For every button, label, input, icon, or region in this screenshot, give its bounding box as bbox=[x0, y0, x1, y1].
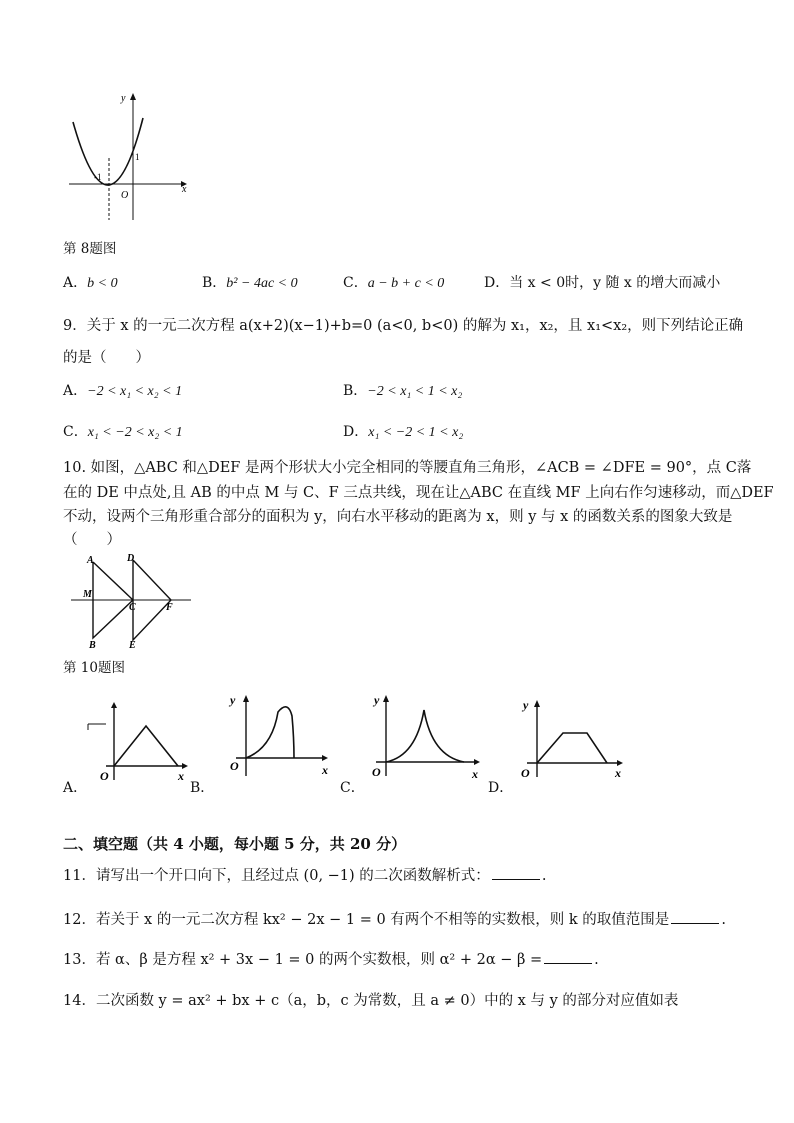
q8-x-label: x bbox=[182, 184, 187, 195]
q10-graph-b-label: B． bbox=[190, 780, 215, 796]
q9-option-d-text: x₁ < −2 < 1 < x₂ bbox=[368, 425, 464, 440]
q10-graph-d-label: D． bbox=[488, 780, 514, 796]
q8-tick-neg1: -1 bbox=[94, 172, 102, 182]
section2-title: 二、填空题（共 4 小题，每小题 5 分，共 20 分） bbox=[63, 835, 407, 853]
q10-graph-a-label: A． bbox=[63, 780, 88, 796]
q8-figure-caption: 第 8题图 bbox=[63, 241, 117, 257]
q10-graph-c-o: O bbox=[372, 765, 381, 779]
q8-option-b-text: b² − 4ac < 0 bbox=[226, 276, 298, 291]
q8-option-d bbox=[484, 272, 720, 292]
q10-stem-line3: 不动，设两个三角形重合部分的面积为 y，向右水平移动的距离为 x，则 y 与 x 的函数关系的图象大致是 bbox=[63, 509, 733, 525]
q10-label-e: E bbox=[129, 640, 136, 651]
q12-text: 12．若关于 x 的一元二次方程 kx² − 2x − 1 = 0 有两个不相等的实数根，则 k 的取值范围是 bbox=[63, 912, 670, 928]
q10-graph-d-x: x bbox=[615, 766, 621, 780]
q10-label-d: D bbox=[127, 553, 135, 564]
q9-option-d bbox=[343, 421, 463, 441]
q10-label-m: M bbox=[83, 589, 92, 600]
q11-text: 11．请写出一个开口向下，且经过点 (0, −1) 的二次函数解析式： bbox=[63, 868, 490, 884]
q8-option-a-text: b < 0 bbox=[87, 276, 118, 291]
q9-option-c-text: x₁ < −2 < x₂ < 1 bbox=[87, 425, 183, 440]
q8-option-b-label: B． bbox=[202, 275, 227, 291]
q10-stem-line4: （ ） bbox=[63, 532, 121, 548]
q10-graph-b-y: y bbox=[230, 693, 236, 707]
q10-graph-d-o: O bbox=[521, 766, 530, 780]
q10-graph-c bbox=[368, 690, 483, 780]
q10-graph-a-o: O bbox=[100, 769, 109, 783]
q10-graph-b bbox=[222, 690, 337, 780]
q11-answer-blank[interactable] bbox=[492, 879, 540, 880]
q10-label-a: A bbox=[87, 555, 94, 566]
q8-option-b bbox=[202, 272, 298, 292]
q8-option-c-label: C． bbox=[343, 275, 368, 291]
q13-answer-blank[interactable] bbox=[544, 963, 592, 964]
q9-option-a-label: A． bbox=[63, 383, 88, 399]
q10-graph-d-y: y bbox=[523, 698, 529, 712]
q10-graph-c-y: y bbox=[374, 693, 380, 707]
q10-figure-caption: 第 10题图 bbox=[63, 660, 125, 676]
q10-stem-line2: 在的 DE 中点处,且 AB 的中点 M 与 C、F 三点共线，现在让△ABC 在直线 MF 上向右作匀速移动，而△DEF bbox=[63, 485, 774, 501]
q10-triangles-figure bbox=[63, 550, 203, 652]
q9-option-d-label: D． bbox=[343, 424, 369, 440]
q8-option-d-label: D． bbox=[484, 275, 510, 291]
q12-answer-blank[interactable] bbox=[671, 923, 719, 924]
q9-option-a bbox=[63, 380, 182, 400]
q14-text: 14．二次函数 y = ax² + bx + c（a，b，c 为常数，且 a ≠ 0）中的 x 与 y 的部分对应值如表 bbox=[63, 993, 679, 1009]
q10-label-c: C bbox=[129, 602, 136, 613]
q11 bbox=[63, 864, 546, 885]
q8-option-d-text: 当 x < 0时，y 随 x 的增大而减小 bbox=[509, 275, 721, 291]
q10-graph-c-x: x bbox=[472, 767, 478, 780]
q9-option-c-label: C． bbox=[63, 424, 88, 440]
q8-origin-label: O bbox=[121, 190, 129, 201]
q9-option-c bbox=[63, 421, 183, 441]
q13 bbox=[63, 948, 599, 969]
q9-option-b bbox=[343, 380, 462, 400]
q8-option-a-label: A． bbox=[63, 275, 88, 291]
q8-option-c-text: a − b + c < 0 bbox=[367, 276, 445, 291]
q10-stem-line1: 10. 如图，△ABC 和△DEF 是两个形状大小完全相同的等腰直角三角形，∠ACB = ∠DFE = 90°，点 C落 bbox=[63, 460, 752, 476]
q10-label-f: F bbox=[166, 602, 173, 613]
q12 bbox=[63, 908, 726, 929]
q8-parabola-figure bbox=[63, 88, 203, 228]
q9-option-b-label: B． bbox=[343, 383, 368, 399]
q10-graph-a-x: x bbox=[178, 769, 184, 783]
q13-end: . bbox=[594, 952, 599, 968]
q8-tick-1: 1 bbox=[135, 152, 140, 162]
q10-label-b: B bbox=[89, 640, 96, 651]
q10-graph-b-o: O bbox=[230, 759, 239, 773]
q10-graph-a bbox=[80, 700, 195, 785]
q8-y-label: y bbox=[121, 93, 126, 104]
q10-graph-c-label: C． bbox=[340, 780, 365, 796]
q8-option-a bbox=[63, 272, 118, 292]
q10-graph-b-x: x bbox=[322, 763, 328, 777]
q9-stem-line1: 9．关于 x 的一元二次方程 a(x+2)(x−1)+b=0 (a<0, b<0) 的解为 x₁，x₂，且 x₁<x₂，则下列结论正确 bbox=[63, 318, 744, 334]
q9-stem-line2: 的是（ ） bbox=[63, 350, 150, 366]
q10-graph-d bbox=[515, 695, 630, 780]
q9-option-b-text: −2 < x₁ < 1 < x₂ bbox=[367, 384, 463, 399]
q8-option-c bbox=[343, 272, 444, 292]
q12-end: . bbox=[721, 912, 726, 928]
q9-option-a-text: −2 < x₁ < x₂ < 1 bbox=[87, 384, 183, 399]
q11-end: . bbox=[541, 868, 547, 884]
q13-text: 13．若 α、β 是方程 x² + 3x − 1 = 0 的两个实数根，则 α² + 2α − β = bbox=[63, 952, 543, 968]
